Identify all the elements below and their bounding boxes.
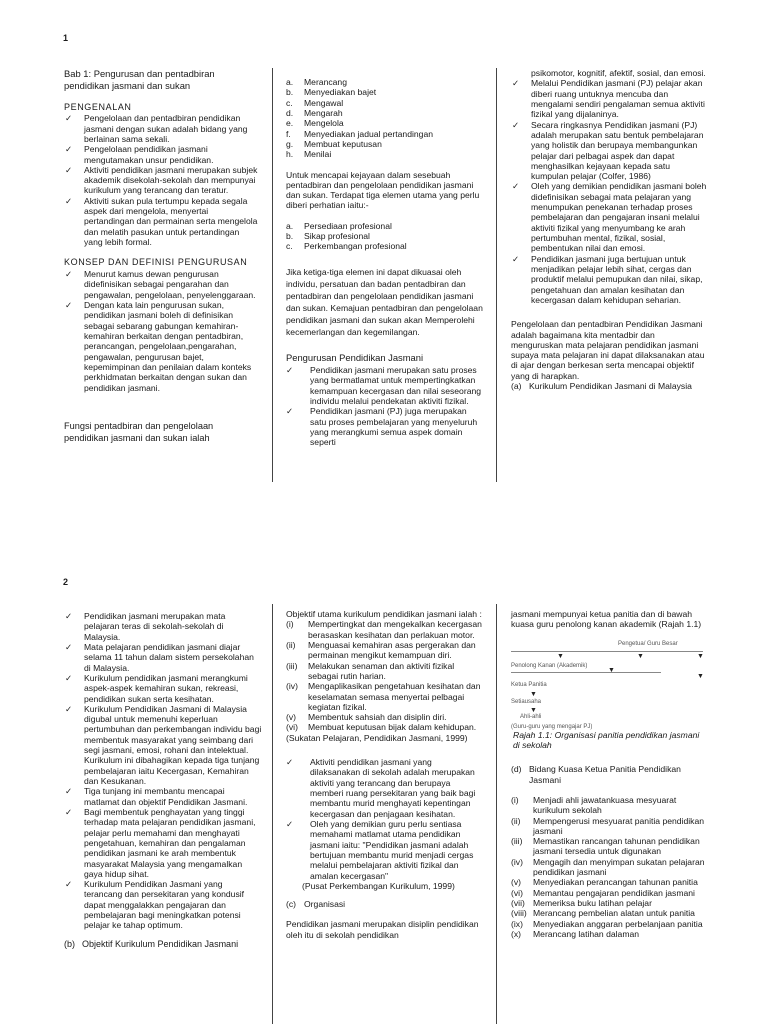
chapter-title: Bab 1: Pengurusan dan pentadbiran pendidikan jasmani dan sukan [64, 68, 215, 91]
list-marker: (x) [511, 928, 522, 939]
list-item-text: Merancang latihan dalaman [533, 928, 640, 939]
paragraph: Untuk mencapai kejayaan dalam sesebuah pentadbiran dan pengelolaan pendidikan jasmani dan sukan. Terdapat tiga elemen utama yang perlu diberi perhatian iaitu:- [286, 169, 480, 211]
list-item [286, 98, 484, 108]
list-item-text: Melakukan senaman dan aktiviti fizikal sebagai rutin harian. [308, 660, 455, 681]
list-item: ✓ Pengelolaan pendidikan jasmani mengutamakan unsur pendidikan. [64, 144, 260, 165]
list-item [511, 919, 708, 929]
list-item: ✓ Pendidikan jasmani merupakan satu proses yang bermatlamat untuk mempertingkatkan kemampuan kecergasan dan nilai seseorang individu melalui pendekatan aktiviti fizikal. [286, 365, 484, 406]
org-chart-level-label: Penolong Kanan (Akademik) [511, 662, 588, 669]
subsection-title: Objektif Kurikulum Pendidikan Jasmani [82, 938, 239, 949]
list-marker: (ix) [511, 918, 523, 929]
list-item: ✓ Bagi membentuk penghayatan yang tinggi terhadap mata pelajaran pendidikan jasmani, pelajar perlu memahami dan menghayati pengetahuan, kemahiran dan pengalaman pendidikan jasmani ke arah membentuk masyarakat Malaysia yang mengamalkan gaya hidup sihat. [64, 807, 262, 879]
column-divider [496, 68, 497, 482]
subsection-heading [511, 381, 708, 391]
subsection-marker: (c) [286, 899, 297, 910]
list-item-text: Membuat keputusan [304, 138, 382, 149]
org-chart-top-label: Pengetua/ Guru Besar [618, 640, 678, 647]
list-item [286, 722, 484, 732]
paragraph: Pendidikan jasmani merupakan disiplin pendidikan oleh itu di sekolah pendidikan [286, 919, 479, 940]
list-item [511, 836, 708, 857]
subsection-title: Kurikulum Pendidikan Jasmani di Malaysia [529, 381, 692, 392]
list-item-text: Memeriksa buku latihan pelajar [533, 898, 652, 908]
page1-column-3 [511, 68, 708, 391]
org-chart-line [511, 651, 703, 652]
list-item-text: Perkembangan profesional [304, 241, 407, 252]
page1-column-1 [64, 68, 260, 445]
page2-column-2 [286, 609, 484, 940]
list-item-text: Membuat keputusan bijak dalam kehidupan. [308, 722, 477, 733]
paragraph: Pengelolaan dan pentadbiran Pendidikan Jasmani adalah bagaimana kita mentadbir dan menguruskan mata pelajaran pendidikan jasmani supaya mata pelajaran ini dapat dilaksanakan atau di ajar dengan berkesan serta mencapai objektif yang di harapkan. [511, 319, 705, 381]
column-divider [272, 604, 273, 1024]
list-item-text: Mengelola [304, 118, 344, 129]
list-item [511, 795, 708, 816]
list-marker: c. [286, 97, 293, 108]
subsection-marker: (a) [511, 381, 522, 392]
list-item-text: Mempertingkat dan mengekalkan kecergasan berasaskan kesihatan dan perlakuan motor. [308, 619, 482, 640]
list-marker: (ii) [286, 639, 296, 650]
arrow-down-icon: ▼ [557, 652, 564, 660]
list-item: ✓ Pendidikan jasmani (PJ) juga merupakan satu proses pembelajaran yang menyeluruh yang merangkumi semua aspek domain seperti [286, 406, 484, 447]
paragraph: Objektif utama kurikulum pendidikan jasmani ialah : [286, 609, 482, 619]
figure-caption: Rajah 1.1: Organisasi panitia pendidikan jasmani di sekolah [513, 729, 700, 750]
paragraph: jasmani mempunyai ketua panitia dan di bawah kuasa guru penolong kanan akademik (Rajah 1.1) [511, 609, 702, 630]
paragraph: Jika ketiga-tiga elemen ini dapat dikuasai oleh individu, persatuan dan badan pentadbiran dan pentadbiran dan pengelolaan pendidikan jasmani dan sukan. Kemajuan pentadbiran dan pengelolaan pendidikan jasmani dan sukan akan Memperolehi kecemerlangan dan kegemilangan. [286, 266, 483, 337]
list-item-text: Menyediakan jadual pertandingan [304, 128, 434, 139]
citation: (Sukatan Pelajaran, Pendidikan Jasmani, 1999) [286, 732, 468, 743]
list-marker: (vi) [286, 722, 298, 733]
list-marker: b. [286, 87, 294, 98]
list-marker: b. [286, 231, 294, 242]
list-item: ✓ Dengan kata lain pengurusan sukan, pendidikan jasmani boleh di definisikan sebagai sebarang gabungan kemahiran-kemahiran berkaitan dengan pentadbiran, perancangan, pengelolaan,pengarahan, pengawalan, pengurusan bajet, kepemimpinan dan penilaian dalam konteks perkhidmatan berkaitan dengan sukan dan pendidikan jasmani. [64, 300, 260, 393]
list-item-text: Mengaplikasikan pengetahuan kesihatan dan keselamatan semasa menyertai pelbagai kegiatan fizikal. [308, 681, 481, 712]
list-item-text: Mengagih dan menyimpan sukatan pelajaran pendidikan jasmani [533, 856, 705, 878]
org-chart-level-label: Ahli-ahli [520, 713, 542, 720]
list-item: ✓ Mata pelajaran pendidikan jasmani diajar selama 11 tahun dalam sistem persekolahan di Malaysia. [64, 642, 262, 673]
list-item [286, 712, 484, 722]
page2-column-1 [64, 611, 262, 949]
page2-column-3 [511, 609, 708, 939]
list-item [286, 149, 484, 159]
arrow-down-icon: ▼ [697, 652, 704, 660]
list-marker: e. [286, 118, 294, 129]
list-marker: f. [286, 128, 291, 139]
list-item-text: Memastikan rancangan tahunan pendidikan jasmani tersedia untuk digunakan [533, 836, 700, 857]
activity-list [286, 757, 484, 881]
intro-list [64, 113, 260, 247]
page-number: 1 [63, 33, 69, 43]
list-item-text: Membentuk sahsiah dan disiplin diri. [308, 712, 447, 723]
list-item: ✓ Melalui Pendidikan jasmani (PJ) pelajar akan diberi ruang untuknya mencuba dan mengalami sendiri pengalaman semua aktiviti fizikal yang dijalaninya. [511, 78, 708, 119]
subsection-title: Bidang Kuasa Ketua Panitia Pendidikan Jasmani [529, 764, 681, 785]
list-item [286, 108, 484, 118]
pj-list [286, 365, 484, 448]
subsection-title: Organisasi [304, 899, 346, 910]
org-chart-level-label: Setiausaha [511, 698, 542, 705]
list-item: ✓ Secara ringkasnya Pendidikan jasmani (PJ) adalah merupakan satu bentuk pembelajaran yang holistik dan berupaya membangunkan pelajar dari pelbagai aspek dan dapat menghasilkan kejayaan kepada satu kumpulan pelajar (Colfer, 1986) [511, 120, 708, 182]
elements-list [286, 221, 484, 252]
org-chart [511, 636, 708, 728]
list-item: ✓ Menurut kamus dewan pengurusan didefinisikan sebagai pengarahan dan pengawalan, pengelolaan, penyelenggaraan. [64, 269, 260, 300]
pj-definition-list [511, 78, 708, 305]
list-item [511, 816, 708, 837]
list-item: ✓ Aktiviti pendidikan jasmani yang dilaksanakan di sekolah adalah merupakan aktiviti yang terancang dan berupaya memberi ruang persekitaran yang baik bagi membantu murid menghayati kepentingan kecergasan dan penjagaan kesihatan. [286, 757, 484, 819]
list-item [286, 221, 484, 231]
list-item [286, 241, 484, 251]
list-marker: (iii) [286, 660, 298, 671]
list-item-text: Memantau pengajaran pendidikan jasmani [533, 887, 695, 898]
list-marker: d. [286, 107, 294, 118]
list-item: ✓ Kurikulum Pendidikan Jasmani yang terancang dan persekitaran yang kondusif dapat menggalakkan pengajaran dan pembelajaran bagi meningkatkan potensi pelajar ke tahap optimum. [64, 879, 262, 931]
section-heading: KONSEP DAN DEFINISI PENGURUSAN [64, 257, 248, 268]
page1-column-2 [286, 77, 484, 448]
org-chart-footnote: (Guru-guru yang mengajar PJ) [511, 723, 593, 730]
arrow-down-icon: ▼ [530, 690, 537, 698]
list-item-text: Persediaan profesional [304, 220, 392, 231]
list-item [286, 640, 484, 661]
list-marker: (iii) [511, 836, 523, 847]
curriculum-list [64, 611, 262, 931]
list-item-text: Menyediakan perancangan tahunan panitia [533, 877, 698, 888]
list-item: ✓ Pendidikan jasmani merupakan mata pelajaran teras di sekolah-sekolah di Malaysia. [64, 611, 262, 642]
list-item-text: Merancang pembelian alatan untuk panitia [533, 908, 695, 919]
list-item-text: Mengawal [304, 97, 344, 108]
list-marker: a. [286, 77, 294, 87]
paragraph: Fungsi pentadbiran dan pengelolaan pendidikan jasmani dan sukan ialah [64, 420, 214, 443]
subsection-heading [286, 899, 484, 909]
list-item [511, 877, 708, 887]
section-heading: Pengurusan Pendidikan Jasmani [286, 351, 424, 363]
list-item [286, 681, 484, 712]
page-number: 2 [63, 577, 69, 587]
list-marker: (viii) [511, 908, 527, 919]
list-marker: (vii) [511, 898, 525, 908]
list-item-text: Menyediakan bajet [304, 87, 377, 98]
list-item [286, 661, 484, 682]
list-item [511, 898, 708, 908]
functions-list [286, 77, 484, 160]
list-marker: (iv) [286, 681, 298, 692]
section-heading: PENGENALAN [64, 101, 132, 112]
list-item: ✓ Tiga tunjang ini membantu mencapai matlamat dan objektif Pendidikan Jasmani. [64, 786, 262, 807]
list-item [286, 87, 484, 97]
list-marker: a. [286, 220, 294, 231]
list-marker: (i) [286, 619, 294, 630]
arrow-down-icon: ▼ [608, 666, 615, 674]
list-item-text: Mengarah [304, 107, 343, 118]
list-item: ✓ Aktiviti pendidikan jasmani merupakan subjek akademik disekolah-sekolah dan mempunyai kurikulum yang terancang dan teratur. [64, 165, 260, 196]
list-marker: (vi) [511, 887, 523, 898]
citation: (Pusat Perkembangan Kurikulum, 1999) [302, 880, 455, 891]
column-divider [496, 604, 497, 1024]
list-marker: h. [286, 149, 294, 160]
objectives-list [286, 619, 484, 732]
list-item: ✓ Kurikulum pendidikan jasmani merangkumi aspek-aspek kemahiran sukan, rekreasi, pendidikan sukan serta kesihatan. [64, 673, 262, 704]
column-divider [272, 68, 273, 482]
list-item [286, 619, 484, 640]
list-item [511, 857, 708, 878]
list-item: ✓ Pendidikan jasmani juga bertujuan untuk menjadikan pelajar lebih sihat, cergas dan produktif melalui pemupukan dan nilai, sikap, pengetahuan dan amalan kesihatan dan kecergasan dalam kehidupan seharian. [511, 254, 708, 306]
subsection-marker: (d) [511, 764, 522, 775]
list-item-text: Menilai [304, 149, 332, 160]
list-marker: (iv) [511, 856, 523, 867]
list-item-text: Menjadi ahli jawatankuasa mesyuarat kurikulum sekolah [533, 794, 677, 816]
subsection-heading [511, 764, 708, 785]
list-item [286, 231, 484, 241]
org-chart-level-label: Ketua Panitia [511, 681, 547, 688]
list-marker: g. [286, 138, 294, 149]
arrow-down-icon: ▼ [637, 652, 644, 660]
arrow-down-icon: ▼ [697, 672, 704, 680]
list-marker: c. [286, 241, 293, 252]
list-marker: (i) [511, 794, 519, 805]
list-item: ✓ Oleh yang demikian guru perlu sentiasa memahami matlamat utama pendidikan jasmani iaitu: "Pendidikan jasmani adalah bertujuan membantu murid menjadi cergas melalui pembelajaran aktiviti fizikal dan amalan kecergasan" [286, 819, 484, 881]
list-item-text: Merancang [304, 77, 347, 87]
list-item: ✓ Aktiviti sukan pula tertumpu kepada segala aspek dari mengelola, menyertai pertandingan dan permainan serta mengelola dan melatih pasukan untuk pertandingan yang lebih formal. [64, 196, 260, 248]
list-item-text: Menyediakan anggaran perbelanjaan panitia [533, 918, 703, 929]
concept-list [64, 269, 260, 393]
subsection-marker: (b) [64, 938, 75, 949]
org-chart-line [511, 672, 661, 673]
list-item-text: Menguasai kemahiran asas pergerakan dan permainan mengikut kemampuan diri. [308, 639, 476, 661]
list-item [286, 129, 484, 139]
list-item [286, 139, 484, 149]
list-item-text: Mempengerusi mesyuarat panitia pendidikan jasmani [533, 815, 705, 836]
list-marker: (ii) [511, 815, 521, 826]
list-item: ✓ Pengelolaan dan pentadbiran pendidikan jasmani dengan sukan adalah bidang yang berlainan sama sekali. [64, 113, 260, 144]
list-item: ✓ Kurikulum Pendidikan Jasmani di Malaysia digubal untuk memenuhi keperluan pertumbuhan dan perkembangan individu bagi membentuk masyarakat yang seimbang dari segi jasmani, emosi, rohani dan intelektual. Kurikulum ini dibahagikan kepada tiga tunjang pembelajaran iaitu Kecergasan, Kemahiran dan Kesukanan. [64, 704, 262, 787]
list-item-text: Sikap profesional [304, 231, 370, 242]
list-item: ✓ Oleh yang demikian pendidikan jasmani boleh didefinisikan sebagai mata pelajaran yang menumpukan penekanan terhadap proses pembelajaran dan pengajaran insani melalui aktiviti fizikal yang menyumbang ke arah pertumbuhan mental, fizikal, sosial, pembentukan nilai dan emosi. [511, 181, 708, 253]
list-item [511, 929, 708, 939]
arrow-down-icon: ▼ [530, 706, 537, 714]
list-marker: (v) [286, 712, 297, 723]
list-item [286, 118, 484, 128]
list-item [511, 888, 708, 898]
subsection-heading [64, 939, 262, 950]
list-item [286, 77, 484, 87]
list-item [511, 908, 708, 918]
paragraph: psikomotor, kognitif, afektif, sosial, dan emosi. [531, 68, 706, 78]
list-marker: (v) [511, 877, 522, 888]
duties-list [511, 795, 708, 939]
